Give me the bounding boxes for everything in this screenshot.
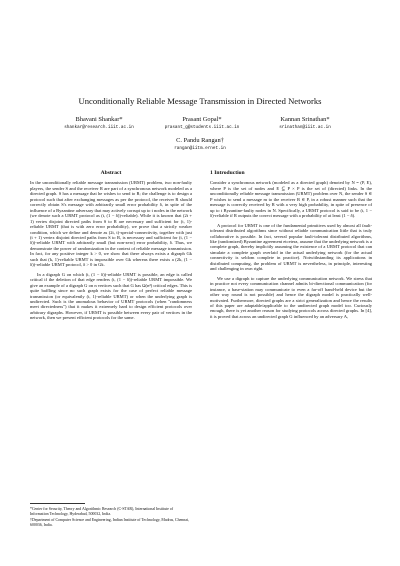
author-email: srinathan@iiit.ac.in [279,125,331,130]
footnote-rule [30,503,85,504]
author-name: C. Pandu Rangan† [176,137,224,144]
footnotes [30,503,192,529]
right-column [210,171,372,323]
abstract-paragraph: In a digraph G on which (t, (1 − δ))-reliable URMT is possible, an edge is called critical if the deletion of that edge renders (t, (1 − δ))-reliable URMT impossible. We give an example of a digraph G on n vertices such that G has Ω(n²) critical edges. This is quite baffling since no such graph exists for the case of perfect reliable message transmission (or equivalently (t, 1)-reliable URMT) or when the underlying graph is undirected. Such is the anomalous behavior of URMT protocols (when "randomness meet directedness") that it makes it extremely hard to design efficient protocols over arbitrary digraphs. However, if URMT is possible between every pair of vertices in the network, then we present efficient protocols for the same. [30,271,192,321]
author-email: shankar@research.iiit.ac.in [64,125,134,130]
footnote: *Center for Security, Theory and Algorithmic Research (C-STAR), International Institute of Information Technology, Hyderabad, 500032, India. [30,507,174,516]
introduction-heading: 1 Introduction [210,170,245,176]
left-column [30,171,192,325]
author-name: Kannan Srinathan* [280,116,330,123]
author-block [141,137,259,151]
author-block [40,116,158,130]
author-email: rangan@iitm.ernet.in [174,146,226,151]
author-name: Prasant Gopal* [182,116,222,123]
author-block [246,116,364,130]
paper-title: Unconditionally Reliable Message Transmission in Directed Networks [78,96,322,106]
abstract-paragraph: In the unconditionally reliable message transmission (URMT) problem, two non-faulty players, the sender S and the receiver R are part of a synchronous network modeled as a directed graph. S has a message that he wishes to send to R; the challenge is to design a protocol such that after exchanging messages as per the protocol, the receiver R should correctly obtain S's message with arbitrarily small error probability δ, in spite of the influence of a Byzantine adversary that may actively corrupt up to t nodes in the network (we denote such a URMT protocol as (t, (1 − δ))-reliable). While it is known that (2t + 1) vertex disjoint directed paths from S to R are necessary and sufficient for (t, 1)-reliable URMT (that is with zero error probability), we prove that a strictly weaker condition, which we define and denote as (2t, t)-special-connectivity, together with just (t + 1) vertex disjoint directed paths from S to R, is necessary and sufficient for (t, (1 − δ))-reliable URMT with arbitrarily small (but non-zero) error probability, δ. Thus, we demonstrate the power of randomization in the context of reliable message transmission. In fact, for any positive integer k > 0, we show that there always exists a digraph Gk such that (k, 1)-reliable URMT is impossible over Gk whereas there exists a (2k, (1 − δ))-reliable URMT protocol, δ > 0 in Gk. [30,180,192,268]
intro-paragraph: Consider a synchronous network (modeled as a directed graph) denoted by N = (P, E), where P is the set of nodes and E ⊆ P × P is the set of (directed) links. In the unconditionally reliable message transmission (URMT) problem over N, the sender S ∈ P wishes to send a message m to the receiver R ∈ P, in a robust manner such that the message is correctly received by R with a very high probability, in spite of presence of up to t Byzantine-faulty nodes in N. Specifically, a URMT protocol is said to be (t, 1 − δ)-reliable if R outputs the correct message with a probability of at least (1 − δ). [210,180,372,219]
author-block [143,116,261,130]
footnote: †Department of Computer Science and Engineering, Indian Institute of Technology, Madras, Chennai, 600036, India. [30,518,189,527]
intro-paragraph: We use a digraph to capture the underlying communication network. We stress that in practice not every communication channel admits bi-directional communication (for instance, a base-station may communicate to even a far-off hand-held device but the other way round is not possible) and hence the digraph model is practically well-motivated. Furthermore, directed graphs are a strict generalization and hence the results of this paper are adaptable/applicable to the undirected graph model too. Curiously enough, there is yet another reason for studying protocols across directed graphs. In [4], it is proved that across an undirected graph G influenced by an adversary A, [210,275,372,319]
abstract-heading: Abstract [100,170,122,176]
intro-paragraph: A protocol for URMT is one of the fundamental primitives used by almost all fault-tolerant distributed algorithms since without reliable communication little that is truly collaborative is possible. In fact, several popular fault-tolerant distributed algorithms, like (randomized) Byzantine agreement etcetera, assume that the underlying network is a complete graph, thereby implicitly assuming the existence of a URMT protocol that can simulate a complete graph overlaid in the actual underlying network (for the actual connectivity is seldom complete in practice). Notwithstanding its applications in distributed computing, the problem of URMT is nevertheless, in principle, interesting and challenging in own right. [210,222,372,272]
author-name: Bhavani Shankar* [75,116,123,123]
author-email: prasant_g@students.iiit.ac.in [164,125,240,130]
